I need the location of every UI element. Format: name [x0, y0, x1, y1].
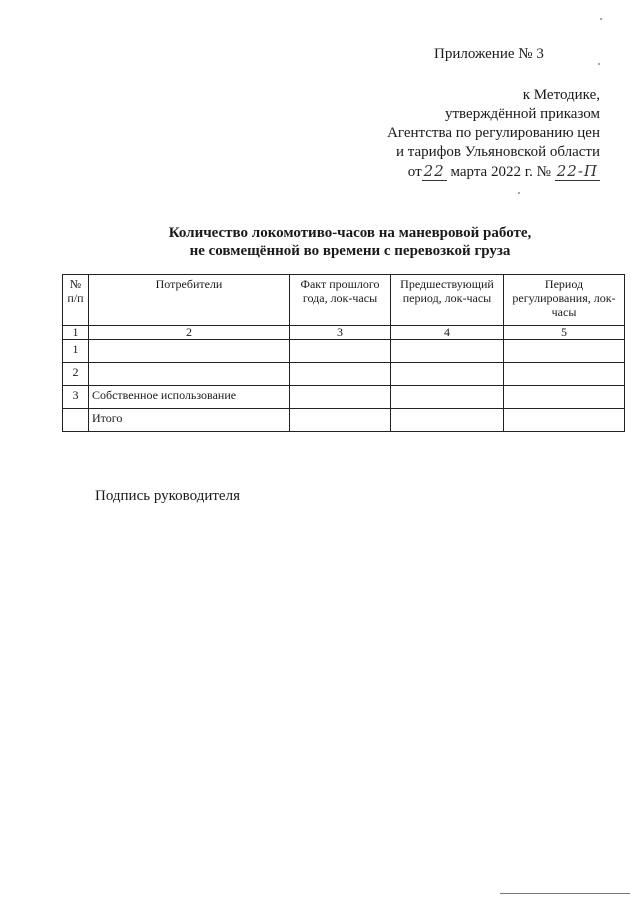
scan-edge-line	[500, 893, 630, 894]
table-total-row	[63, 409, 625, 432]
row-cell	[504, 409, 625, 432]
header-fact-last-year: Факт прошлого года, лок-часы	[290, 275, 391, 326]
row-consumer: Собственное использование	[89, 386, 290, 409]
approval-line-3: Агентства по регулированию цен	[387, 125, 600, 141]
row-cell	[391, 340, 504, 363]
approval-line-1: к Методике,	[522, 87, 600, 103]
date-day-handwritten: 22	[423, 162, 445, 180]
column-number: 3	[290, 326, 391, 340]
table-header-row	[63, 275, 625, 326]
title-line-2: не совмещённой во времени с перевозкой груза	[189, 243, 511, 259]
row-consumer-total: Итого	[89, 409, 290, 432]
row-cell	[290, 363, 391, 386]
data-table	[62, 274, 625, 432]
row-cell	[504, 340, 625, 363]
approval-line-4: и тарифов Ульяновской области	[395, 144, 600, 160]
date-prefix: от	[407, 164, 422, 180]
row-cell	[290, 340, 391, 363]
header-num: № п/п	[63, 275, 89, 326]
row-num: 2	[63, 363, 89, 386]
header-consumers: Потребители	[89, 275, 290, 326]
order-number-handwritten: 22-П	[556, 162, 598, 180]
scan-speck	[600, 18, 602, 20]
signature-label: Подпись руководителя	[95, 488, 240, 504]
column-number: 5	[504, 326, 625, 340]
row-num: 1	[63, 340, 89, 363]
row-num: 3	[63, 386, 89, 409]
row-consumer	[89, 363, 290, 386]
row-cell	[504, 386, 625, 409]
row-consumer	[89, 340, 290, 363]
column-number: 4	[391, 326, 504, 340]
scan-speck	[518, 192, 520, 194]
table-row	[63, 340, 625, 363]
table-row	[63, 363, 625, 386]
approval-line-2: утверждённой приказом	[444, 106, 600, 122]
scan-speck	[598, 63, 600, 65]
header-previous-period: Предшествующий период, лок-часы	[391, 275, 504, 326]
row-cell	[290, 386, 391, 409]
row-cell	[391, 363, 504, 386]
header-regulation-period: Период регулирования, лок-часы	[504, 275, 625, 326]
column-number-row	[63, 326, 625, 340]
row-num	[63, 409, 89, 432]
column-number: 2	[89, 326, 290, 340]
table-row	[63, 386, 625, 409]
page-title	[0, 224, 640, 260]
row-cell	[391, 386, 504, 409]
row-cell	[504, 363, 625, 386]
approval-date-line	[387, 162, 600, 182]
title-line-1: Количество локомотиво-часов на маневровой работе,	[168, 225, 532, 241]
appendix-label: Приложение № 3	[434, 46, 544, 62]
column-number: 1	[63, 326, 89, 340]
date-middle: марта 2022 г. №	[446, 164, 555, 180]
approval-block	[387, 86, 600, 182]
row-cell	[290, 409, 391, 432]
row-cell	[391, 409, 504, 432]
